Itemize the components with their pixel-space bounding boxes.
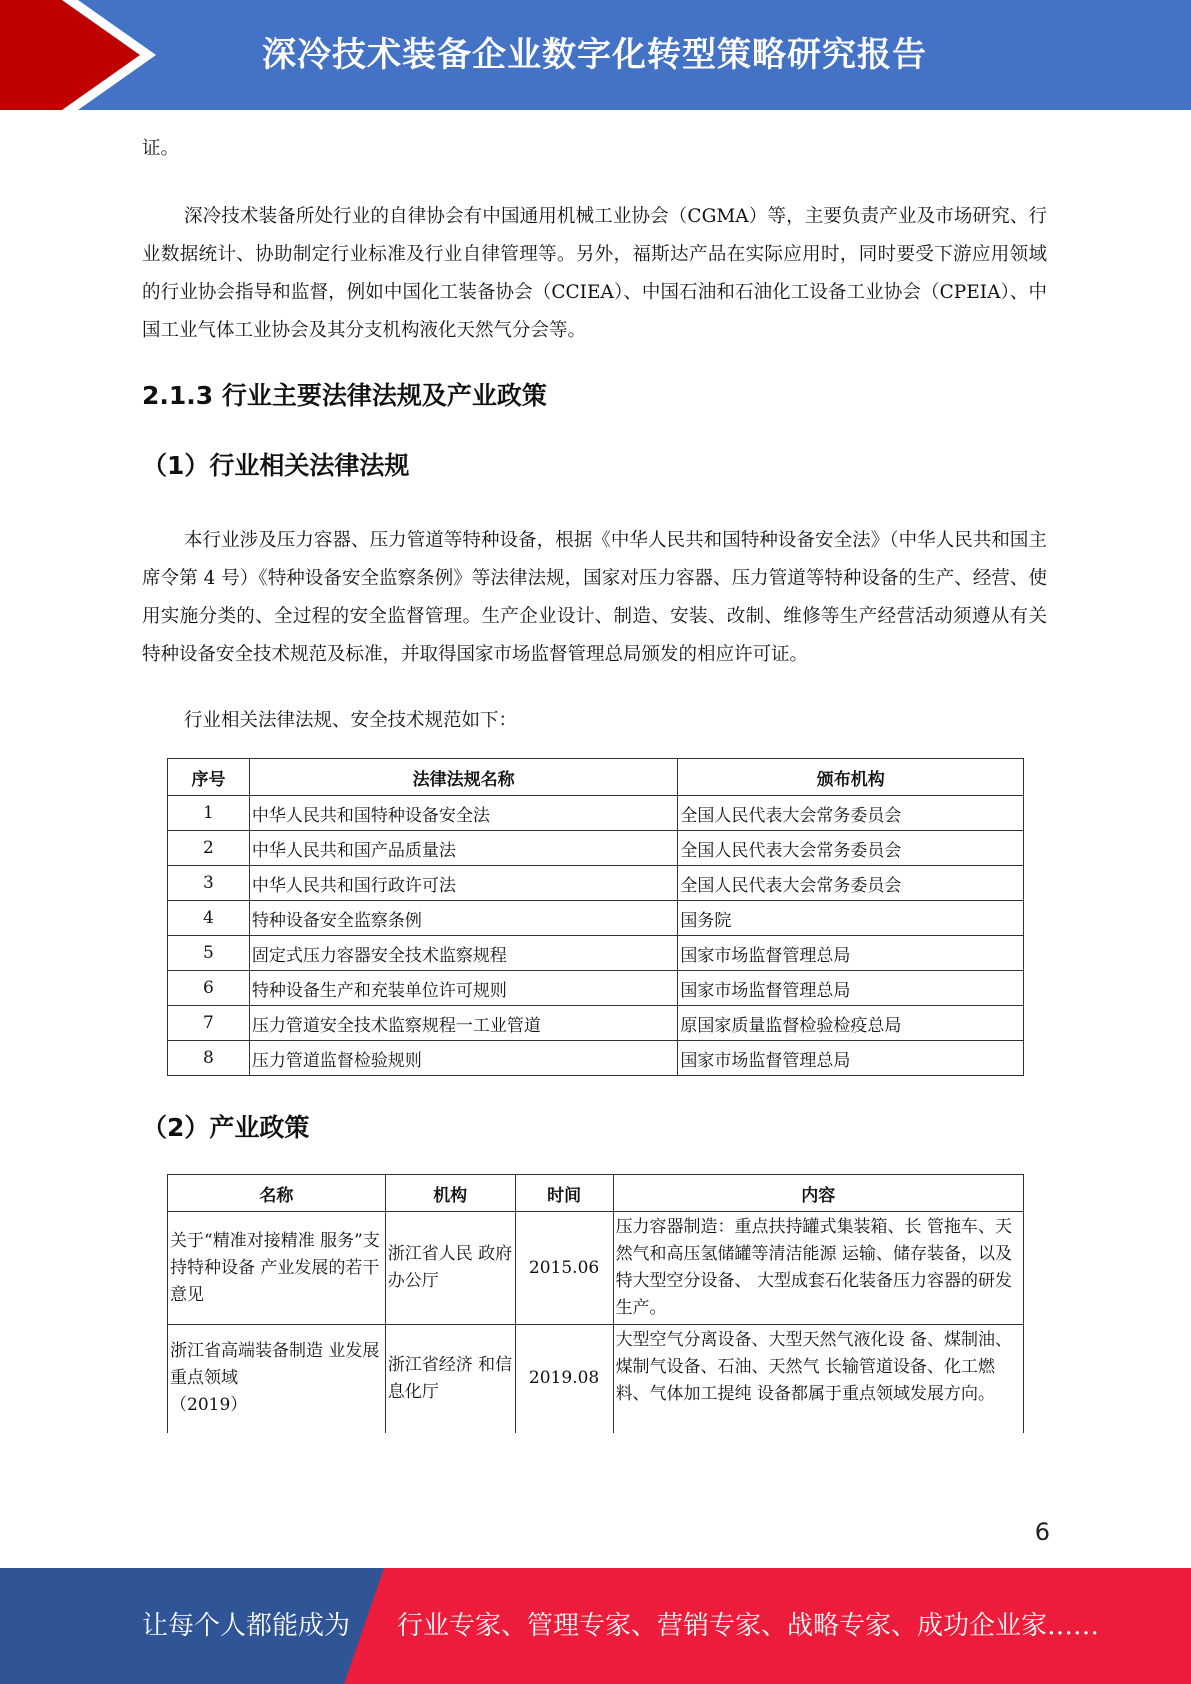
cell-no: 2 bbox=[168, 831, 250, 866]
page-header bbox=[0, 0, 1191, 110]
cell-content: 大型空气分离设备、大型天然气液化设 备、煤制油、煤制气设备、石油、天然气 长输管道设备、化工燃料、气体加工提纯 设备都属于重点领域发展方向。 bbox=[613, 1325, 1023, 1433]
cell-org: 原国家质量监督检验检疫总局 bbox=[678, 1006, 1024, 1041]
table-header-row bbox=[168, 1175, 1024, 1212]
cell-law-name: 固定式压力容器安全技术监察规程 bbox=[249, 936, 677, 971]
page-number: 6 bbox=[1034, 1518, 1050, 1546]
cell-law-name: 压力管道监督检验规则 bbox=[249, 1041, 677, 1076]
subsection-title-policy: （2）产业政策 bbox=[142, 1113, 310, 1142]
table-row bbox=[168, 866, 1024, 901]
cell-no: 3 bbox=[168, 866, 250, 901]
cell-org: 国家市场监督管理总局 bbox=[678, 936, 1024, 971]
cell-no: 1 bbox=[168, 796, 250, 831]
cell-no: 8 bbox=[168, 1041, 250, 1076]
table-row bbox=[168, 1006, 1024, 1041]
policy-name-year: （2019） bbox=[170, 1395, 248, 1416]
policy-name-text: 浙江省高端装备制造 业发展重点领域 bbox=[170, 1341, 380, 1389]
cell-content: 压力容器制造：重点扶持罐式集装箱、长 管拖车、天然气和高压氢储罐等清洁能源 运输、储存装备，以及特大型空分设备、 大型成套石化装备压力容器的研发生产。 bbox=[613, 1212, 1023, 1325]
cell-no: 7 bbox=[168, 1006, 250, 1041]
paragraph-associations: 深冷技术装备所处行业的自律协会有中国通用机械工业协会（CGMA）等，主要负责产业及市场研究、行业数据统计、协助制定行业标准及行业自律管理等。另外，福斯达产品在实际应用时，同时要受下游应用领域的行业协会指导和监督，例如中国化工装备协会（CCIEA）、中国石油和石油化工设备工业协会（CPEIA）、中国工业气体工业协会及其分支机构液化天然气分会等。 bbox=[142, 206, 1047, 341]
page-footer bbox=[0, 1568, 1191, 1684]
cell-org: 国家市场监督管理总局 bbox=[678, 971, 1024, 1006]
cell-no: 6 bbox=[168, 971, 250, 1006]
cell-org: 浙江省人民 政府办公厅 bbox=[385, 1212, 515, 1325]
cell-law-name: 特种设备生产和充装单位许可规则 bbox=[249, 971, 677, 1006]
table-row bbox=[168, 901, 1024, 936]
header-cell-name: 法律法规名称 bbox=[249, 759, 677, 796]
table-row bbox=[168, 936, 1024, 971]
header-cell-org: 机构 bbox=[385, 1175, 515, 1212]
section-title: 2.1.3 行业主要法律法规及产业政策 bbox=[142, 381, 547, 410]
laws-table bbox=[167, 758, 1024, 1076]
cell-policy-name: 关于“精准对接精准 服务”支持特种设备 产业发展的若干意见 bbox=[168, 1212, 386, 1325]
cell-org: 全国人民代表大会常务委员会 bbox=[678, 866, 1024, 901]
header-cell-name: 名称 bbox=[168, 1175, 386, 1212]
report-title: 深冷技术装备企业数字化转型策略研究报告 bbox=[262, 35, 927, 75]
header-cell-no: 序号 bbox=[168, 759, 250, 796]
cell-time: 2019.08 bbox=[515, 1325, 613, 1433]
table-row bbox=[168, 1212, 1024, 1325]
table-row bbox=[168, 971, 1024, 1006]
header-cell-org: 颁布机构 bbox=[678, 759, 1024, 796]
cell-org: 全国人民代表大会常务委员会 bbox=[678, 831, 1024, 866]
paragraph-fragment: 证。 bbox=[142, 138, 180, 159]
cell-no: 4 bbox=[168, 901, 250, 936]
footer-slogan-right: 行业专家、管理专家、营销专家、战略专家、成功企业家…… bbox=[397, 1611, 1100, 1641]
cell-no: 5 bbox=[168, 936, 250, 971]
cell-org: 国务院 bbox=[678, 901, 1024, 936]
cell-law-name: 特种设备安全监察条例 bbox=[249, 901, 677, 936]
table-row bbox=[168, 1325, 1024, 1433]
table-header-row bbox=[168, 759, 1024, 796]
table-row bbox=[168, 1041, 1024, 1076]
footer-slogan-left: 让每个人都能成为 bbox=[142, 1611, 351, 1641]
policy-table bbox=[167, 1174, 1024, 1433]
cell-policy-name bbox=[168, 1325, 386, 1433]
table-row bbox=[168, 796, 1024, 831]
cell-law-name: 中华人民共和国行政许可法 bbox=[249, 866, 677, 901]
header-cell-content: 内容 bbox=[613, 1175, 1023, 1212]
cell-law-name: 中华人民共和国特种设备安全法 bbox=[249, 796, 677, 831]
paragraph-laws: 本行业涉及压力容器、压力管道等特种设备，根据《中华人民共和国特种设备安全法》（中华人民共和国主席令第 4 号）《特种设备安全监察条例》等法律法规，国家对压力容器、压力管道等特种设备的生产、经营、使用实施分类的、全过程的安全监督管理。生产企业设计、制造、安装、改制、维修等生产经营活动须遵从有关特种设备安全技术规范及标准，并取得国家市场监督管理总局颁发的相应许可证。 bbox=[142, 530, 1047, 665]
subsection-title-laws: （1）行业相关法律法规 bbox=[142, 451, 410, 480]
cell-law-name: 中华人民共和国产品质量法 bbox=[249, 831, 677, 866]
cell-org: 浙江省经济 和信息化厅 bbox=[385, 1325, 515, 1433]
paragraph-table-intro: 行业相关法律法规、安全技术规范如下： bbox=[184, 710, 518, 731]
cell-time: 2015.06 bbox=[515, 1212, 613, 1325]
cell-org: 国家市场监督管理总局 bbox=[678, 1041, 1024, 1076]
cell-law-name: 压力管道安全技术监察规程一工业管道 bbox=[249, 1006, 677, 1041]
cell-org: 全国人民代表大会常务委员会 bbox=[678, 796, 1024, 831]
page-content bbox=[142, 130, 1047, 1433]
header-cell-time: 时间 bbox=[515, 1175, 613, 1212]
table-row bbox=[168, 831, 1024, 866]
